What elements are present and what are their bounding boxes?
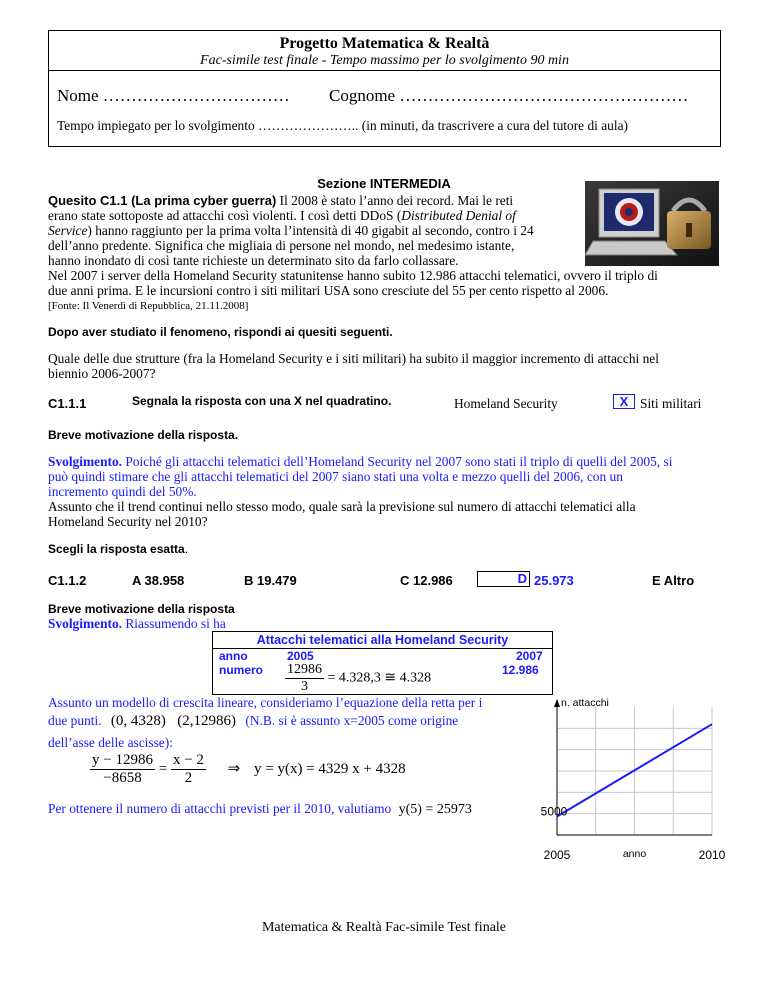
table-row-anno: anno [219,649,248,663]
option-d-value: 25.973 [534,573,574,588]
intro-line-2a: erano state sottoposte ad attacchi così violenti. I così detti DDoS ( [48,208,402,223]
intro-line-4: dell’anno predente. Significa che migliaia di persone nel mondo, nel medesimo istante, [48,238,515,253]
cognome-field[interactable]: Cognome …………………………………………… [329,86,689,105]
table-title: Attacchi telematici alla Homeland Security [256,633,509,647]
table-value-2005 [285,662,431,695]
chart-x-label: anno [622,848,647,860]
intro-line-2b: Distributed Denial of [401,208,516,223]
chart-x-tick-2010: 2010 [698,848,725,862]
sol-line-3: incremento quindi del 50%. [48,484,197,499]
q2-code: C1.1.2 [48,573,87,588]
q1-question-line-2: biennio 2006-2007? [48,366,156,381]
model-nb: (N.B. si è assunto x=2005 come origine [245,713,459,728]
chart-y-tick-5000: 5000 [540,804,568,819]
option-b[interactable]: B 19.479 [244,573,297,588]
model-line-1: Assunto un modello di crescita lineare, consideriamo l’equazione della retta per i [48,695,483,710]
eq-frac-1 [90,752,155,787]
intro-line-3b: ) hanno raggiunto per la prima volta l’intensità di 40 gigabit al secondo, contro i 24 [87,223,534,238]
table-row-numero: numero [219,663,264,677]
model-line-2 [48,713,458,729]
q1-svolgimento [48,454,672,469]
option-homeland[interactable]: Homeland Security [454,396,558,411]
chart-y-label: n. attacchi [561,697,609,709]
table-value-2007: 12.986 [502,663,539,677]
document-subtitle: Fac-simile test finale - Tempo massimo per lo svolgimento 90 min [200,53,569,68]
intro-line-3a: Service [48,223,88,238]
q1-question-line-1: Quale delle due strutture (fra la Homeland Security e i siti militari) ha subito il maggior incremento di attacchi nel [48,351,659,366]
q2-svolgimento [48,616,226,631]
eq-num2: x − 2 [172,752,204,768]
conclusion-text: Per ottenere il numero di attacchi previsti per il 2010, valutiamo [48,801,392,816]
model-equation [90,752,406,787]
q2-scegli [48,542,188,556]
section-title: Sezione INTERMEDIA [317,176,451,191]
svolgimento-text-2: Riassumendo si ha [122,616,226,631]
option-c[interactable]: C 12.986 [400,573,453,588]
option-a[interactable]: A 38.958 [132,573,185,588]
answer-checkbox[interactable]: X [613,394,635,409]
table-rule [213,648,552,649]
scegli-dot: . [184,542,189,556]
chart-y-arrow [554,699,560,707]
q1-instruction: Segnala la risposta con una X nel quadratino. [132,394,392,408]
eq-implies: ⇒ [227,760,241,777]
attacchi-table [212,631,553,695]
model-point-2: (2,12986) [177,713,237,729]
option-siti-militari[interactable]: Siti militari [640,396,702,411]
tempo-field[interactable]: Tempo impiegato per lo svolgimento ………………….. (in minuti, da trascrivere a cura del tutore di aula) [57,118,628,133]
fraction-12986-3 [285,662,324,695]
model-point-1: (0, 4328) [110,713,166,729]
q1-code: C1.1.1 [48,396,87,411]
sol-line-1: Poiché gli attacchi telematici dell’Homeland Security nel 2007 sono stati il triplo di quelli del 2005, si [122,454,673,469]
model-line-3: dell’asse delle ascisse): [48,735,173,750]
footer: Matematica & Realtà Fac-simile Test finale [261,920,507,935]
svolgimento-label: Svolgimento. [48,454,123,469]
nome-field[interactable]: Nome …………………………… [57,86,290,105]
dopo-instruction: Dopo aver studiato il fenomeno, rispondi ai quesiti seguenti. [48,325,393,339]
intro-line-6: Nel 2007 i server della Homeland Security statunitense hanno subito 12.986 attacchi telematici, ovvero il triplo di [48,268,658,283]
header-box [48,30,721,147]
attacchi-chart [525,695,725,865]
intro-line-1: Il 2008 è stato l’anno dei record. Mai le reti [276,193,514,208]
document-title: Progetto Matematica & Realtà [279,35,490,52]
model-due-punti: due punti. [48,713,102,728]
scegli-text: Scegli la risposta esatta [48,542,185,556]
quesito-heading: Quesito C1.1 (La prima cyber guerra) [48,193,277,208]
sol-line-5: Homeland Security nel 2010? [48,514,208,529]
eq-den2: 2 [184,770,193,786]
sol-line-2: può quindi stimare che gli attacchi telematici del 2007 siano stati una volta e mezzo quelli del 2006, con un [48,469,623,484]
q1-motivazione-label: Breve motivazione della risposta. [48,428,239,442]
option-d-box[interactable]: D [477,571,530,587]
table-head-2007: 2007 [516,649,543,663]
table-head-2005: 2005 [287,649,314,663]
eq-equals: = [158,760,168,777]
eq-num1: y − 12986 [92,752,153,768]
option-e[interactable]: E Altro [652,573,695,588]
sol-line-4: Assunto che il trend continui nello stesso modo, quale sarà la previsione sul numero di attacchi telematici alla [48,499,636,514]
intro-line-5: hanno inondato di così tante richieste un determinato sito da farlo collassare. [48,253,459,268]
intro-line-7: due anni prima. E le incursioni contro i siti militari USA sono cresciute del 55 per cento rispetto al 2006. [48,283,609,298]
frac-result: = 4.328,3 ≅ 4.328 [327,670,432,686]
chart-x-tick-2005: 2005 [543,848,571,862]
model-conclusion [48,801,472,817]
frac-num: 12986 [287,662,322,677]
fonte: [Fonte: Il Venerdì di Repubblica, 21.11.2008] [48,300,249,312]
eq-result: y = y(x) = 4329 x + 4328 [253,760,406,777]
eq-frac-2 [171,752,206,787]
eq-den1: −8658 [103,770,142,786]
q2-motivazione-label: Breve motivazione della risposta [48,602,235,616]
quesito-intro [48,193,588,268]
laptop-padlock-image [585,181,719,266]
frac-den: 3 [301,679,308,694]
header-divider [49,70,720,71]
conclusion-eq: y(5) = 25973 [398,802,472,817]
svolgimento-label-2: Svolgimento. [48,616,123,631]
